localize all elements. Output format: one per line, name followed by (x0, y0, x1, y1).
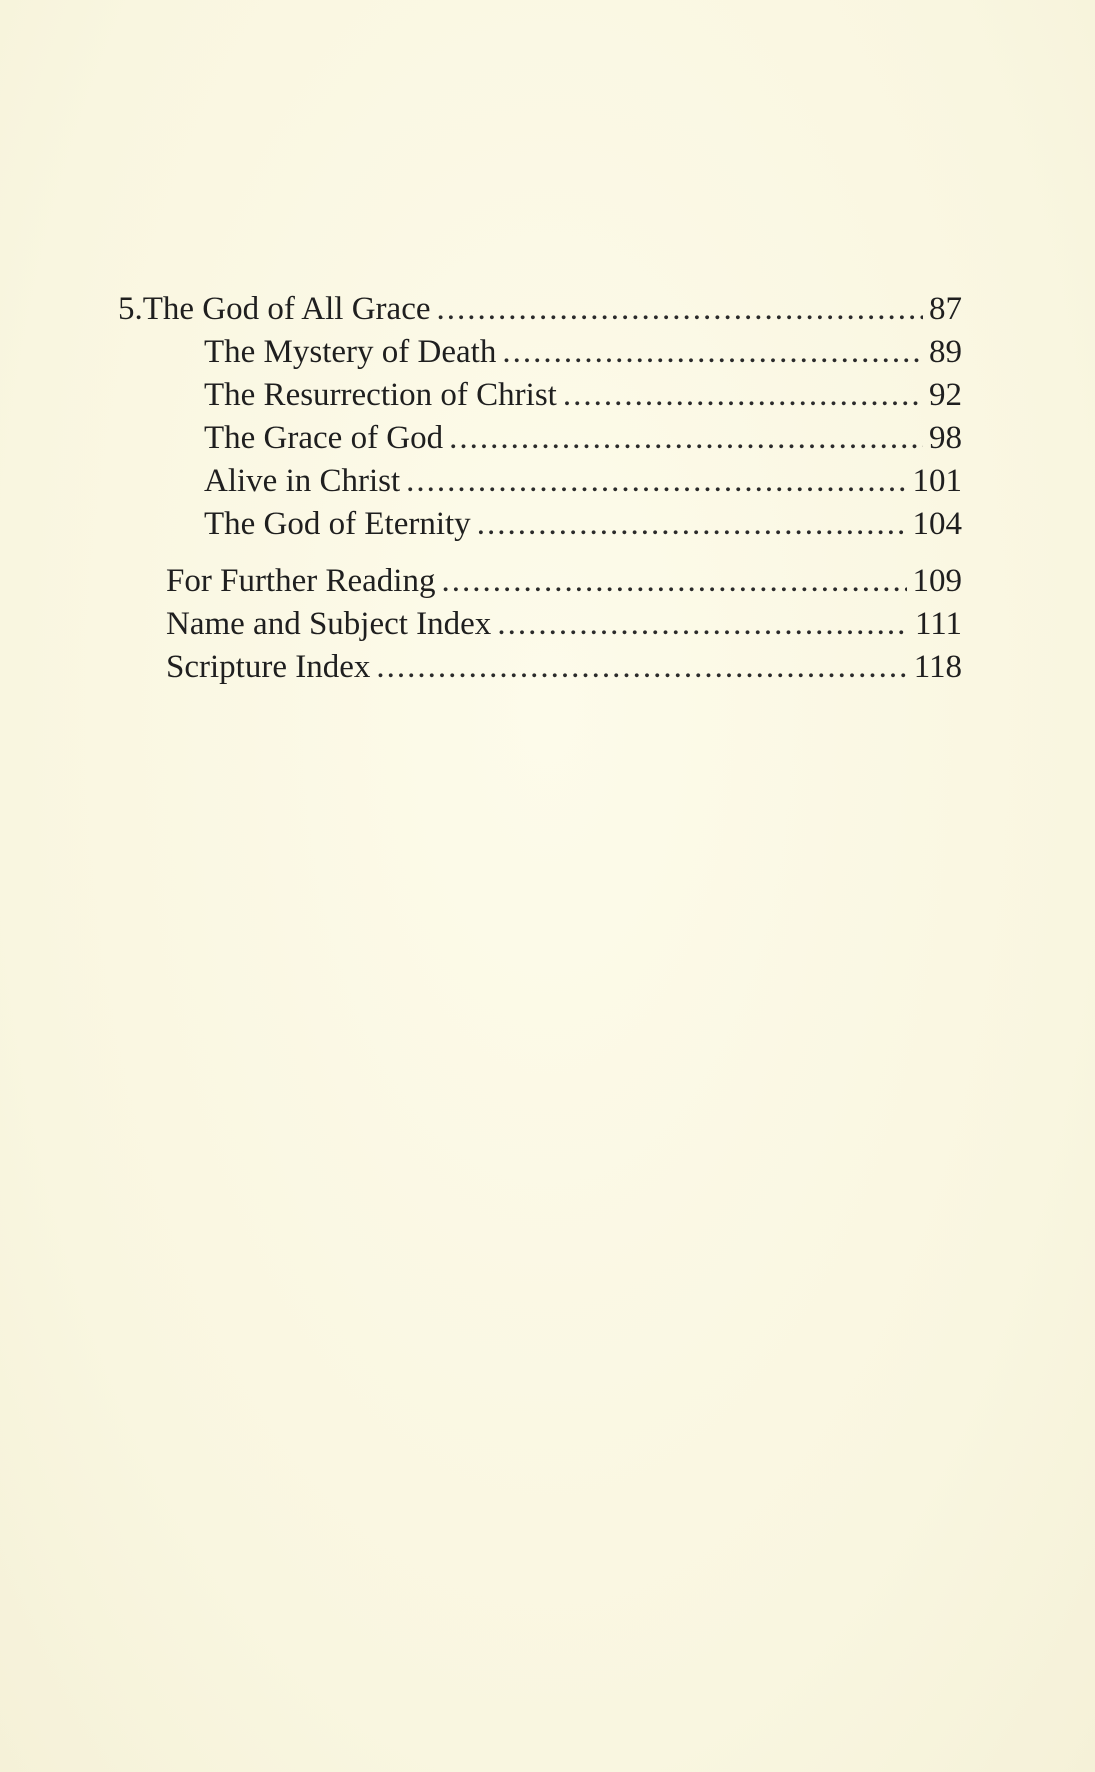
chapter-number: 5. (118, 291, 143, 327)
page-number: 111 (914, 606, 962, 642)
toc-back-matter-entry[interactable] (118, 603, 962, 646)
dot-leader (563, 374, 923, 417)
page-number: 118 (913, 649, 962, 685)
section-title: Alive in Christ (204, 463, 401, 499)
page-number: 87 (929, 291, 962, 327)
section-title: The God of Eternity (204, 506, 471, 542)
dot-leader (441, 560, 906, 603)
toc-section-entry[interactable] (118, 331, 962, 374)
dot-leader (502, 331, 923, 374)
toc-section-entry[interactable] (118, 460, 962, 503)
toc-chapter-entry[interactable] (118, 288, 962, 331)
toc-section-entry[interactable] (118, 417, 962, 460)
back-matter-title: For Further Reading (166, 563, 436, 599)
back-matter-title: Name and Subject Index (166, 606, 492, 642)
dot-leader (449, 417, 923, 460)
dot-leader (437, 288, 924, 331)
page-number: 104 (912, 506, 962, 542)
section-title: The Grace of God (204, 420, 444, 456)
dot-leader (376, 646, 907, 689)
dot-leader (497, 603, 909, 646)
page-number: 89 (929, 334, 962, 370)
back-matter-title: Scripture Index (166, 649, 371, 685)
toc-back-matter-entry[interactable] (118, 646, 962, 689)
chapter-title: The God of All Grace (142, 291, 431, 327)
dot-leader (477, 503, 907, 546)
section-title: The Mystery of Death (204, 334, 497, 370)
toc-section-entry[interactable] (118, 374, 962, 417)
page-number: 92 (929, 377, 962, 413)
page-number: 98 (929, 420, 962, 456)
dot-leader (406, 460, 906, 503)
toc-section-entry[interactable] (118, 503, 962, 546)
page-number: 109 (912, 563, 962, 599)
toc-back-matter-entry[interactable] (118, 560, 962, 603)
section-title: The Resurrection of Christ (204, 377, 557, 413)
table-of-contents (118, 288, 962, 689)
page-number: 101 (912, 463, 962, 499)
